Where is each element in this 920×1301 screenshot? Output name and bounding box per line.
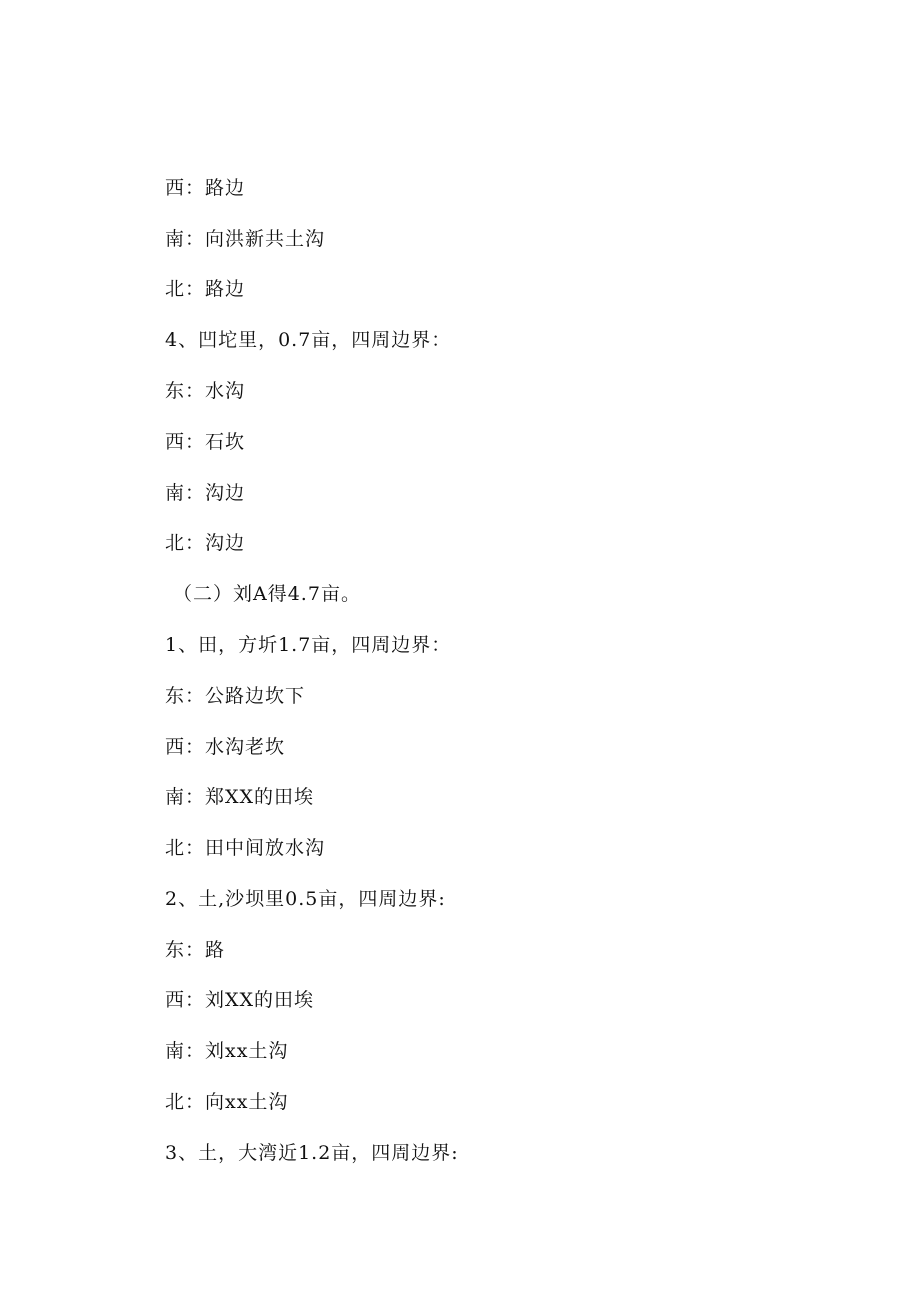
boundary-north-line: 北：沟边 bbox=[165, 532, 246, 554]
boundary-north-line: 北：路边 bbox=[165, 278, 246, 300]
boundary-north-line: 北：向xx土沟 bbox=[165, 1091, 289, 1113]
boundary-west-line: 西：刘XX的田埃 bbox=[165, 989, 315, 1011]
boundary-east-line: 东：公路边坎下 bbox=[165, 685, 306, 707]
parcel-heading-4: 4、凹坨里，0.7亩，四周边界： bbox=[165, 329, 452, 351]
boundary-east-line: 东：水沟 bbox=[165, 380, 246, 402]
boundary-west-line: 西：路边 bbox=[165, 177, 246, 199]
boundary-south-line: 南：刘xx土沟 bbox=[165, 1040, 289, 1062]
section-heading-2: （二）刘A得4.7亩。 bbox=[173, 583, 361, 605]
boundary-north-line: 北：田中间放水沟 bbox=[165, 837, 326, 859]
boundary-south-line: 南：向洪新共土沟 bbox=[165, 228, 326, 250]
parcel-heading-1: 1、田，方圻1.7亩，四周边界： bbox=[165, 634, 452, 656]
parcel-heading-2: 2、土,沙坝里0.5亩，四周边界: bbox=[165, 888, 446, 910]
boundary-west-line: 西：石坎 bbox=[165, 431, 246, 453]
boundary-west-line: 西：水沟老坎 bbox=[165, 736, 286, 758]
boundary-east-line: 东：路 bbox=[165, 939, 226, 961]
parcel-heading-3: 3、土，大湾近1.2亩，四周边界: bbox=[165, 1142, 459, 1164]
boundary-south-line: 南：沟边 bbox=[165, 482, 246, 504]
boundary-south-line: 南：郑XX的田埃 bbox=[165, 786, 315, 808]
